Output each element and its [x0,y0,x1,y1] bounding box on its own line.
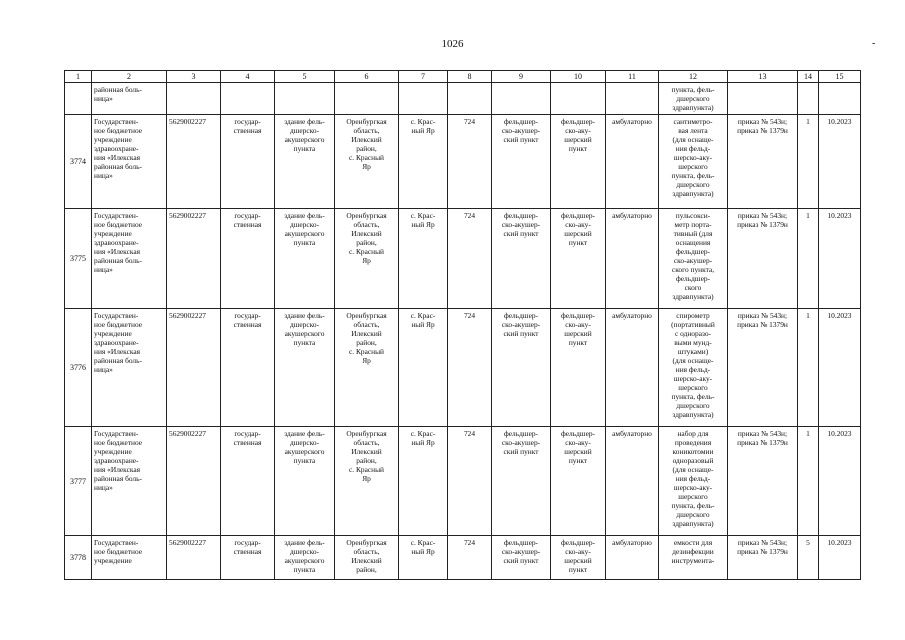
qty-cell: 1 [798,309,819,427]
table-row [65,309,861,427]
table-row [65,427,861,536]
unit-cell: фельдшер- ско-акушер- ский пункт [492,209,551,309]
org-cell: Государствен- ное бюджетное учреждение здравоохране- ния «Илекская районная боль- ница» [92,115,167,209]
inn-cell: 5629002227 [167,536,221,580]
item-cell: набор для проведения коникотомии одноразовый (для оснаще- ния фельд- шерско-аку- шерского пункта, фель- дшерского здравпункта) [659,427,728,536]
building-cell: здание фель- дшерско- акушерского пункта [275,115,335,209]
subunit-cell: фельдшер- ско-аку- шерский пункт [551,115,606,209]
col-header: 7 [399,71,448,83]
col-header: 9 [492,71,551,83]
page-number: 1026 [441,38,464,50]
date-cell: 10.2023 [819,309,861,427]
col-header: 10 [551,71,606,83]
address-cell: Оренбургкая область, Илекский район, с. Красный Яр [335,115,399,209]
unit-cell: фельдшер- ско-акушер- ский пункт [492,427,551,536]
item-cell: спирометр (портативный с одноразо- выми мунд- штуками) (для оснаще- ния фельд- шерско-аку- шерского пункта, фель- дшерского здравпункта) [659,309,728,427]
unit-cell: фельдшер- ско-акушер- ский пункт [492,115,551,209]
row-number: 3778 [65,536,92,580]
subunit-cell: фельдшер- ско-аку- шерский пункт [551,536,606,580]
ownership-cell: государ- ственная [221,115,275,209]
building-cell: здание фель- дшерско- акушерского пункта [275,536,335,580]
subunit-cell: фельдшер- ско-аку- шерский пункт [551,427,606,536]
col-header: 15 [819,71,861,83]
qty-cell: 5 [798,536,819,580]
care-cell: амбулаторно [606,309,659,427]
ownership-cell: государ- ственная [221,536,275,580]
row-number: 3777 [65,427,92,536]
care-cell: амбулаторно [606,536,659,580]
care-cell: амбулаторно [606,209,659,309]
col-header: 8 [448,71,492,83]
building-cell: здание фель- дшерско- акушерского пункта [275,209,335,309]
header-row [65,71,861,83]
order-cell: приказ № 543н; приказ № 1379н [728,536,798,580]
org-cell: Государствен- ное бюджетное учреждение здравоохране- ния «Илекская районная боль- ница» [92,309,167,427]
qty-cell: 1 [798,427,819,536]
inn-cell: 5629002227 [167,115,221,209]
ownership-cell: государ- ственная [221,209,275,309]
date-cell: 10.2023 [819,536,861,580]
order-cell: приказ № 543н; приказ № 1379н [728,309,798,427]
order-cell: приказ № 543н; приказ № 1379н [728,115,798,209]
locality-cell: с. Крас- ный Яр [399,309,448,427]
order-cell: приказ № 543н; приказ № 1379н [728,209,798,309]
care-cell: амбулаторно [606,427,659,536]
qty-cell: 1 [798,209,819,309]
code-cell: 724 [448,115,492,209]
date-cell: 10.2023 [819,427,861,536]
locality-cell: с. Крас- ный Яр [399,115,448,209]
continuation-row [65,83,861,115]
address-cell: Оренбургкая область, Илекский район, с. Красный Яр [335,309,399,427]
address-cell: Оренбургкая область, Илекский район, с. Красный Яр [335,427,399,536]
order-cell: приказ № 543н; приказ № 1379н [728,427,798,536]
address-cell: Оренбургкая область, Илекский район, [335,536,399,580]
subunit-cell: фельдшер- ско-аку- шерский пункт [551,209,606,309]
locality-cell: с. Крас- ный Яр [399,536,448,580]
col-header: 11 [606,71,659,83]
locality-cell: с. Крас- ный Яр [399,209,448,309]
code-cell: 724 [448,309,492,427]
ownership-cell: государ- ственная [221,309,275,427]
item-cell: сантиметро- вая лента (для оснаще- ния фельд- шерско-аку- шерского пункта, фель- дшерского здравпункта) [659,115,728,209]
col-header: 12 [659,71,728,83]
qty-cell: 1 [798,115,819,209]
inn-cell: 5629002227 [167,309,221,427]
unit-cell: фельдшер- ско-акушер- ский пункт [492,536,551,580]
code-cell: 724 [448,209,492,309]
table-row [65,536,861,580]
subunit-cell: фельдшер- ско-аку- шерский пункт [551,309,606,427]
inn-cell: 5629002227 [167,427,221,536]
table-row [65,209,861,309]
col-header: 6 [335,71,399,83]
col-header: 5 [275,71,335,83]
col-header: 3 [167,71,221,83]
code-cell: 724 [448,536,492,580]
org-cell: районная боль- ница» [92,83,167,115]
date-cell: 10.2023 [819,209,861,309]
item-cell: пункта, фель- дшерского здравпункта) [659,83,728,115]
org-cell: Государствен- ное бюджетное учреждение здравоохране- ния «Илекская районная боль- ница» [92,427,167,536]
row-number: 3776 [65,309,92,427]
org-cell: Государствен- ное бюджетное учреждение здравоохране- ния «Илекская районная боль- ница» [92,209,167,309]
code-cell: 724 [448,427,492,536]
org-cell: Государствен- ное бюджетное учреждение [92,536,167,580]
ownership-cell: государ- ственная [221,427,275,536]
address-cell: Оренбургкая область, Илекский район, с. Красный Яр [335,209,399,309]
item-cell: емкости для дезинфекции инструмента- [659,536,728,580]
date-cell: 10.2023 [819,115,861,209]
col-header: 2 [92,71,167,83]
inn-cell: 5629002227 [167,209,221,309]
col-header: 14 [798,71,819,83]
corner-mark: - [872,38,876,49]
unit-cell: фельдшер- ско-акушер- ский пункт [492,309,551,427]
building-cell: здание фель- дшерско- акушерского пункта [275,309,335,427]
col-header: 1 [65,71,92,83]
col-header: 13 [728,71,798,83]
row-number: 3775 [65,209,92,309]
building-cell: здание фель- дшерско- акушерского пункта [275,427,335,536]
care-cell: амбулаторно [606,115,659,209]
row-number: 3774 [65,115,92,209]
registry-table [64,70,861,580]
locality-cell: с. Крас- ный Яр [399,427,448,536]
item-cell: пульсокси- метр порта- тивный (для оснащения фельдшер- ско-акушер- ского пункта, фельдшер- ского здравпункта) [659,209,728,309]
col-header: 4 [221,71,275,83]
table-row [65,115,861,209]
